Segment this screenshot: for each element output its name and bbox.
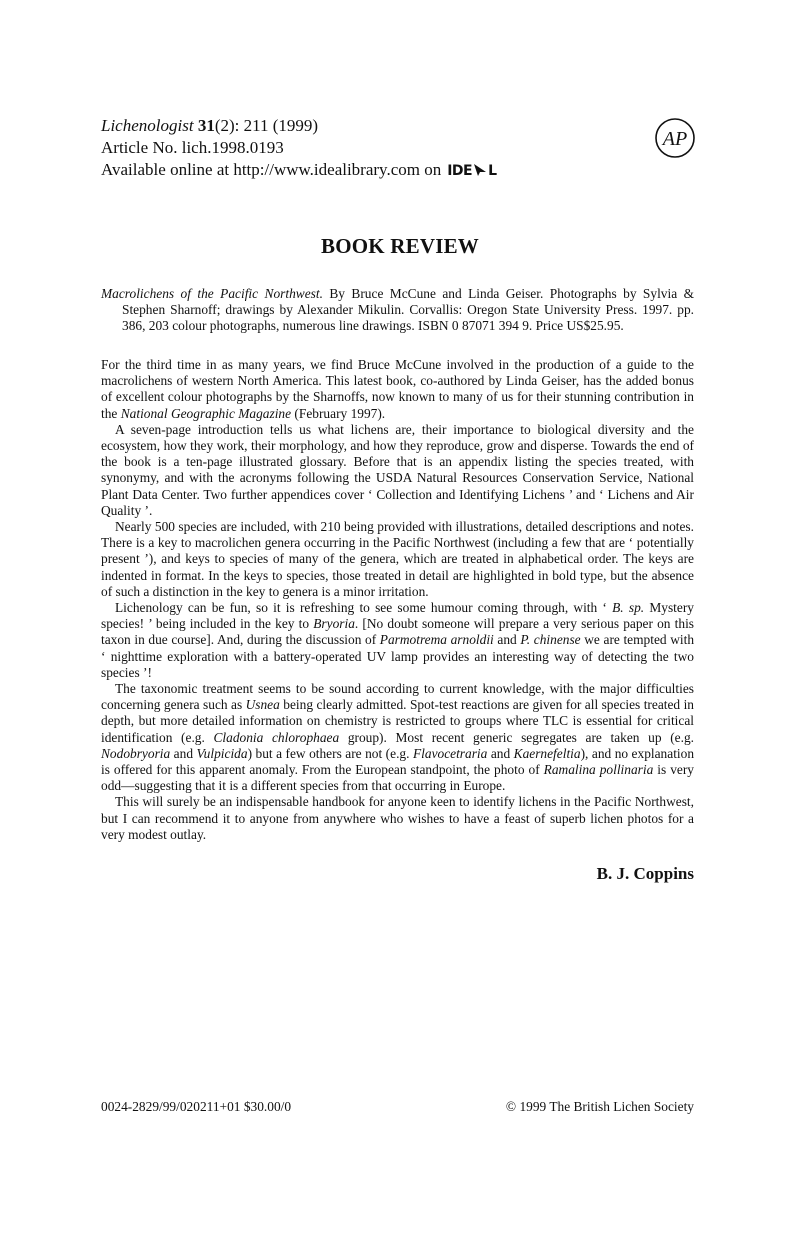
volume-number: 31: [197, 116, 215, 135]
review-author: B. J. Coppins: [596, 864, 694, 883]
paragraph-6: This will surely be an indispensable handbook for anyone keen to identify lichens in the Pacific Northwest, but I can recommend it to anyone from anywhere who wishes to have a feast of superb lichen photos for a very modest outlay.: [101, 794, 694, 842]
ideal-logo-left: IDE: [447, 163, 473, 179]
issue-pages: (2): 211 (1999): [214, 116, 319, 135]
ideal-logo-right: L: [488, 163, 497, 179]
book-title: Macrolichens of the Pacific Northwest.: [101, 286, 323, 301]
paragraph-1: For the third time in as many years, we find Bruce McCune involved in the production of a guide to the macrolichens of western North America. This latest book, co-authored by Linda Geiser, has the added bonus of excellent colour photographs by the Sharnoffs, now known to many of us for their stunning contribution in the National Geographic Magazine (February 1997).: [101, 357, 694, 421]
footer-copyright: © 1999 The British Lichen Society: [505, 1099, 694, 1114]
book-citation: [101, 286, 694, 335]
review-body: [101, 357, 694, 843]
citation-line: [101, 115, 701, 137]
academic-press-logo: [654, 117, 696, 159]
footer-code: 0024-2829/99/020211+01 $30.00/0: [101, 1099, 292, 1114]
article-number: Article No. lich.1998.0193: [101, 138, 284, 157]
journal-name: Lichenologist: [101, 116, 194, 135]
paragraph-5: The taxonomic treatment seems to be sound according to current knowledge, with the major difficulties concerning genera such as Usnea being clearly admitted. Spot-test reactions are given for all species treated in depth, but more detailed information on chemistry is restricted to groups where TLC is essential for critical identification (e.g. Cladonia chlorophaea group). Most recent generic segregates are taken up (e.g. Nodobryoria and Vulpicida) but a few others are not (e.g. Flavocetraria and Kaernefeltia), and no explanation is offered for this apparent anomaly. From the European standpoint, the photo of Ramalina pollinaria is very odd—suggesting that it is a different species from that occurring in Europe.: [101, 681, 695, 794]
ideal-arrow-icon: [473, 163, 487, 177]
ideal-logo: [447, 160, 496, 182]
paragraph-2: A seven-page introduction tells us what lichens are, their importance to biological diversity and the ecosystem, how they work, their morphology, and how they reproduce, grow and disperse. Towards the end of the book is a ten-page illustrated glossary. Before that is an appendix listing the species treated, with synonymy, and with the acronyms following the USDA Natural Resources Conservation Service, National Plant Data Center. Two further appendices cover ‘ Collection and Identifying Lichens ’ and ‘ Lichens and Air Quality ’.: [101, 421, 694, 518]
online-availability: [101, 159, 701, 182]
ap-logo-text: AP: [662, 128, 688, 150]
paragraph-3: Nearly 500 species are included, with 210 being provided with illustrations, detailed descriptions and notes. There is a key to macrolichen genera occurring in the Pacific Northwest (including a few that are ‘ potentially present ’), and keys to species of many of the genera, which are treated in alphabetical order. The keys are indented in format. In the keys to species, those treated in detail are highlighted in bold type, but the absence of such a distinction in the key to genera is a minor irritation.: [101, 519, 694, 599]
page-title: BOOK REVIEW: [321, 234, 479, 258]
online-text[interactable]: Available online at http://www.idealibrary.com on: [101, 160, 442, 179]
paragraph-4: Lichenology can be fun, so it is refreshing to see some humour coming through, with ‘ B. sp. Mystery species! ’ being included in the key to Bryoria. [No doubt someone will prepare a very serious paper on this taxon in due course]. And, during the discussion of Parmotrema arnoldii and P. chinense we are tempted with ‘ nighttime exploration with a battery-operated UV lamp provides an interesting way of detecting the two species ’!: [101, 600, 695, 680]
journal-header: [101, 115, 701, 182]
book-details: By Bruce McCune and Linda Geiser. Photographs by Sylvia & Stephen Sharnoff; drawings by Alexander Mikulin. Corvallis: Oregon State University Press. 1997. pp. 386, 203 colour photographs, numerous line drawings. ISBN 0 87071 394 9. Price US$25.95.: [122, 286, 694, 334]
